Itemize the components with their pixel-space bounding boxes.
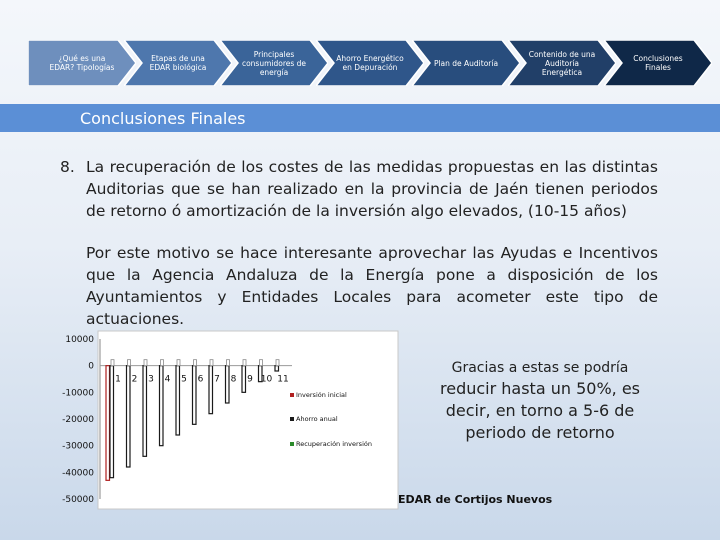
legend-swatch [290,442,294,446]
nav-step-label: Ahorro Energético en Depuración [336,54,404,72]
paragraph-number: 8. [60,158,75,176]
y-tick-label: -10000 [62,388,94,399]
payback-chart [0,325,400,515]
bar-ahorro-anual [110,366,114,478]
x-tick-label: 10 [260,374,273,385]
x-tick-label: 4 [164,374,171,385]
nav-step-5[interactable] [412,40,520,86]
x-tick-label: 7 [214,374,220,385]
payback-note [430,358,650,444]
bar-ahorro-anual [193,366,197,425]
bar-stub [227,360,230,366]
nav-step-label: Etapas de una EDAR biológica [149,54,207,72]
bar-inversión-inicial [106,366,110,481]
section-title: Conclusiones Finales [80,109,246,128]
bar-stub [128,360,131,366]
x-tick-label: 6 [197,374,204,385]
x-tick-label: 9 [247,374,253,385]
nav-step-7[interactable] [604,40,712,86]
section-banner [0,104,720,132]
bar-stub [194,360,197,366]
x-tick-label: 1 [115,374,121,385]
payback-note-line2: reducir hasta un 50%, es decir, en torno a 5-6 de periodo de retorno [440,379,640,442]
bar-ahorro-anual [176,366,180,435]
y-tick-label: -40000 [62,468,94,479]
conclusion-paragraph: La recuperación de los costes de las medidas propuestas en las distintas Auditorias que se han realizado en la provincia de Jaén tienen periodos de retorno ó amortización de la inversión algo elevados, (10-15 años) [86,158,658,220]
y-tick-label: 0 [88,361,94,372]
nav-step-2[interactable] [124,40,232,86]
bar-stub [276,360,279,366]
legend-swatch [290,417,294,421]
legend-label: Inversión inicial [296,391,347,399]
y-tick-label: -20000 [62,415,94,425]
bar-ahorro-anual [275,366,279,371]
y-tick-label: -50000 [62,495,94,505]
bar-stub [144,360,147,366]
bar-stub [111,360,114,366]
payback-note-line1: Gracias a estas se podría [451,360,629,376]
legend-label: Ahorro anual [296,415,338,423]
x-tick-label: 11 [277,374,289,385]
bar-ahorro-anual [160,366,164,446]
bar-stub [243,360,246,366]
chart-caption: EDAR de Cortijos Nuevos [398,493,553,506]
incentives-paragraph: Por este motivo se hace interesante aprovechar las Ayudas e Incentivos que la Agencia Andaluza de la Energía pone a disposición de los Ayuntamientos y Entidades Locales para acometer este tipo de actuaciones. [86,244,658,328]
nav-step-label: ¿Qué es una EDAR? Tipologías [49,54,115,72]
bar-stub [210,360,213,366]
x-tick-label: 5 [181,374,187,385]
nav-step-4[interactable] [316,40,424,86]
nav-step-label: Contenido de una Auditoría Energética [528,49,596,77]
legend-label: Recuperación inversión [296,440,372,448]
bar-ahorro-anual [209,366,213,414]
bar-ahorro-anual [143,366,147,457]
bar-ahorro-anual [226,366,230,403]
process-navigation [0,0,720,100]
nav-step-6[interactable] [508,40,616,86]
nav-step-label: Plan de Auditoría [433,58,499,68]
bar-ahorro-anual [242,366,246,393]
x-tick-label: 8 [230,374,237,385]
nav-step-label: Conclusiones Finales [633,54,683,72]
nav-step-label: Principales consumidores de energía [241,49,307,77]
bar-ahorro-anual [127,366,131,467]
x-tick-label: 3 [148,374,154,385]
nav-step-1[interactable] [28,40,136,86]
y-tick-label: 10000 [65,335,94,345]
y-tick-label: -30000 [62,441,94,452]
legend-swatch [290,393,294,397]
x-tick-label: 2 [131,374,138,385]
bar-stub [161,360,164,366]
bar-stub [260,360,263,366]
nav-step-3[interactable] [220,40,328,86]
bar-stub [177,360,180,366]
